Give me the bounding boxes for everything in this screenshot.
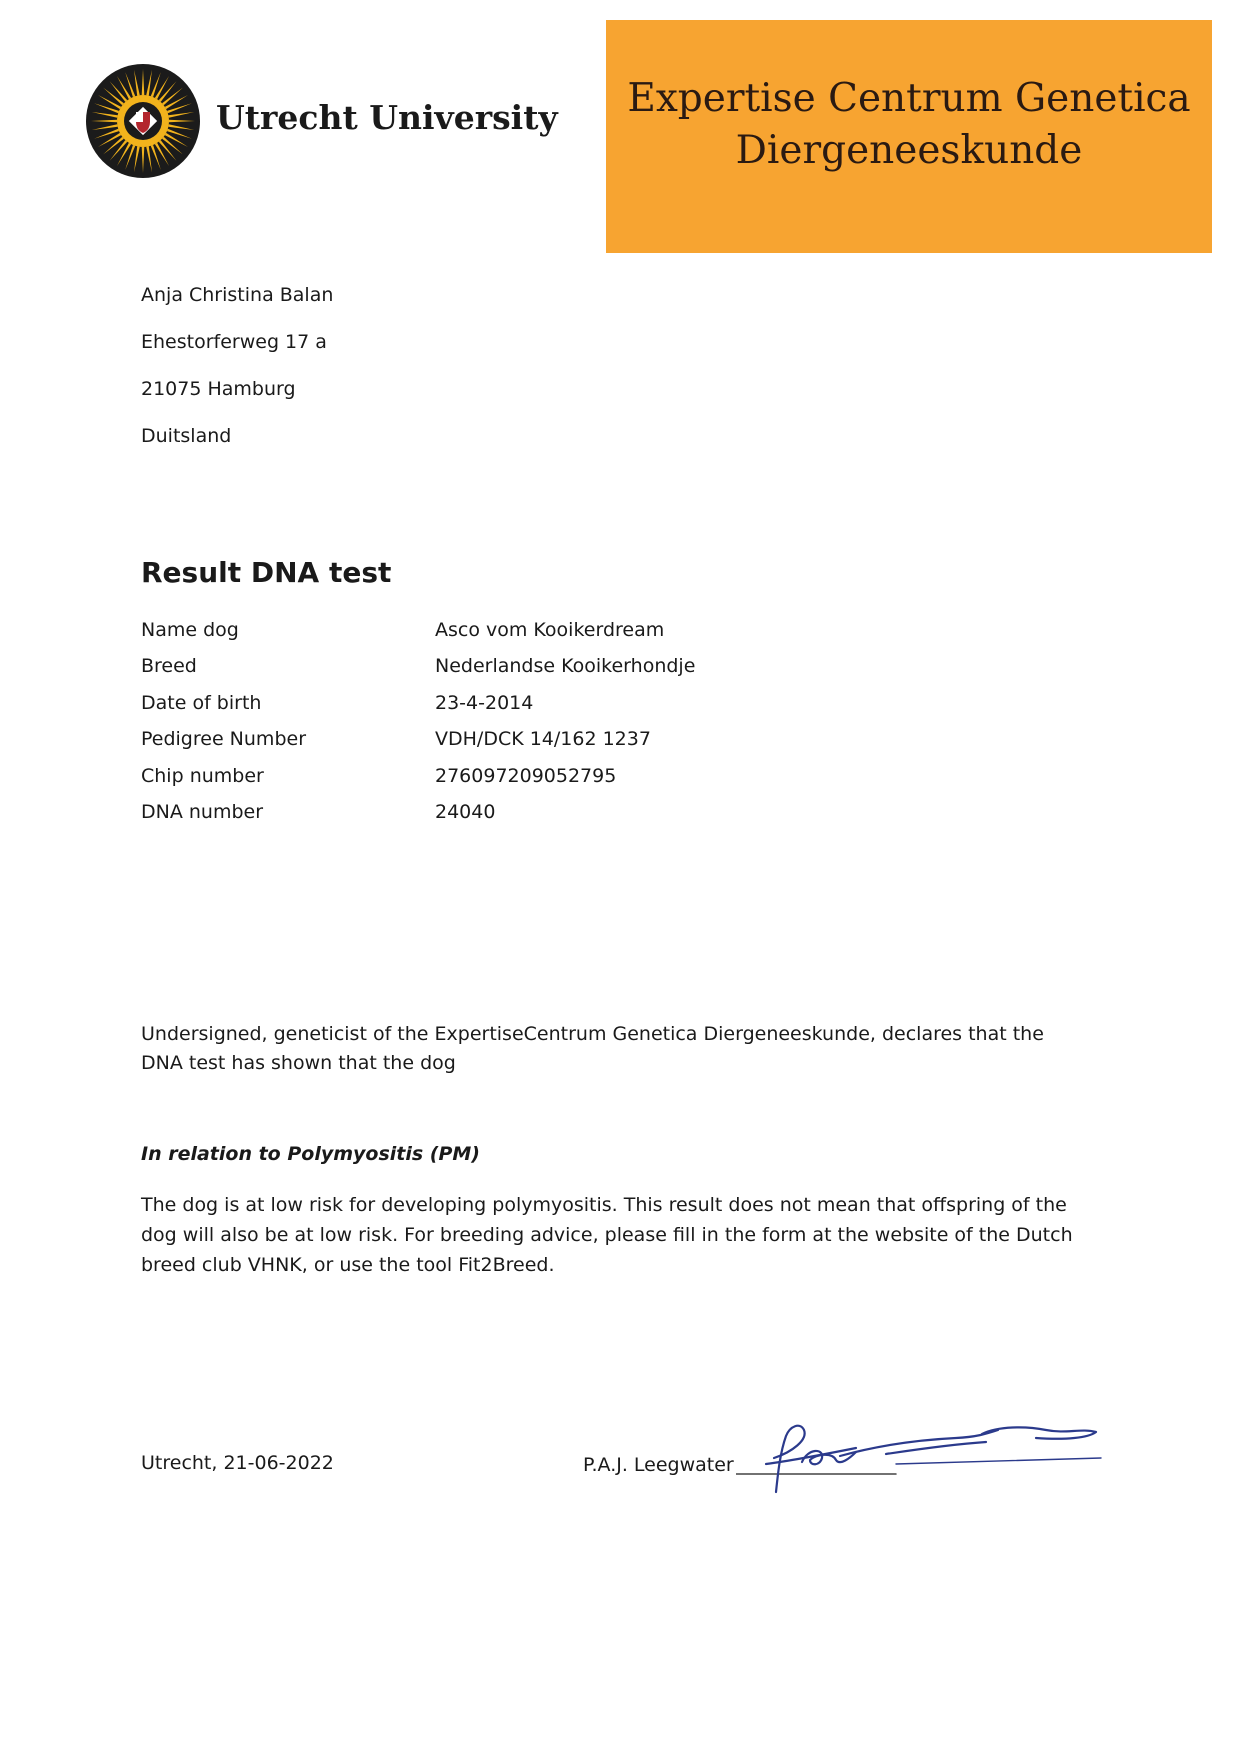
info-value: 23-4-2014 <box>435 691 534 714</box>
info-label: DNA number <box>141 800 264 823</box>
university-logo <box>84 62 558 180</box>
header-banner <box>606 20 1212 253</box>
recipient-address <box>141 272 333 460</box>
info-label: Breed <box>141 655 197 678</box>
info-value: VDH/DCK 14/162 1237 <box>435 728 651 751</box>
info-value: 276097209052795 <box>435 764 617 787</box>
section-heading: In relation to Polymyositis (PM) <box>141 1143 480 1165</box>
recipient-name: Anja Christina Balan <box>141 284 334 306</box>
info-label: Pedigree Number <box>141 728 307 751</box>
info-value: 24040 <box>435 800 496 823</box>
recipient-street: Ehestorferweg 17 a <box>141 331 327 353</box>
result-text: The dog is at low risk for developing polymyositis. This result does not mean that offspring of the dog will also be at low risk. For breeding advice, please fill in the form at the website of the Dutch breed club VHNK, or use the tool Fit2Breed. <box>141 1194 1073 1276</box>
signature-image <box>736 1418 1106 1498</box>
info-label: Date of birth <box>141 691 262 714</box>
info-value: Asco vom Kooikerdream <box>435 619 665 641</box>
place-date: Utrecht, 21-06-2022 <box>141 1452 334 1474</box>
sun-seal-icon <box>84 62 202 180</box>
university-name: Utrecht University <box>216 98 558 137</box>
banner-title-line1: Expertise Centrum Genetica <box>627 76 1191 121</box>
banner-title-line2: Diergeneeskunde <box>735 128 1083 173</box>
declaration-text: Undersigned, geneticist of the ExpertiseCentrum Genetica Diergeneeskunde, declares that the DNA test has shown that the dog <box>141 1023 1044 1074</box>
recipient-city: 21075 Hamburg <box>141 378 296 400</box>
info-label: Name dog <box>141 619 239 641</box>
recipient-country: Duitsland <box>141 425 232 447</box>
info-value: Nederlandse Kooikerhondje <box>435 655 696 678</box>
signer-name: P.A.J. Leegwater <box>583 1454 734 1476</box>
info-label: Chip number <box>141 764 264 787</box>
result-title: Result DNA test <box>141 556 392 589</box>
